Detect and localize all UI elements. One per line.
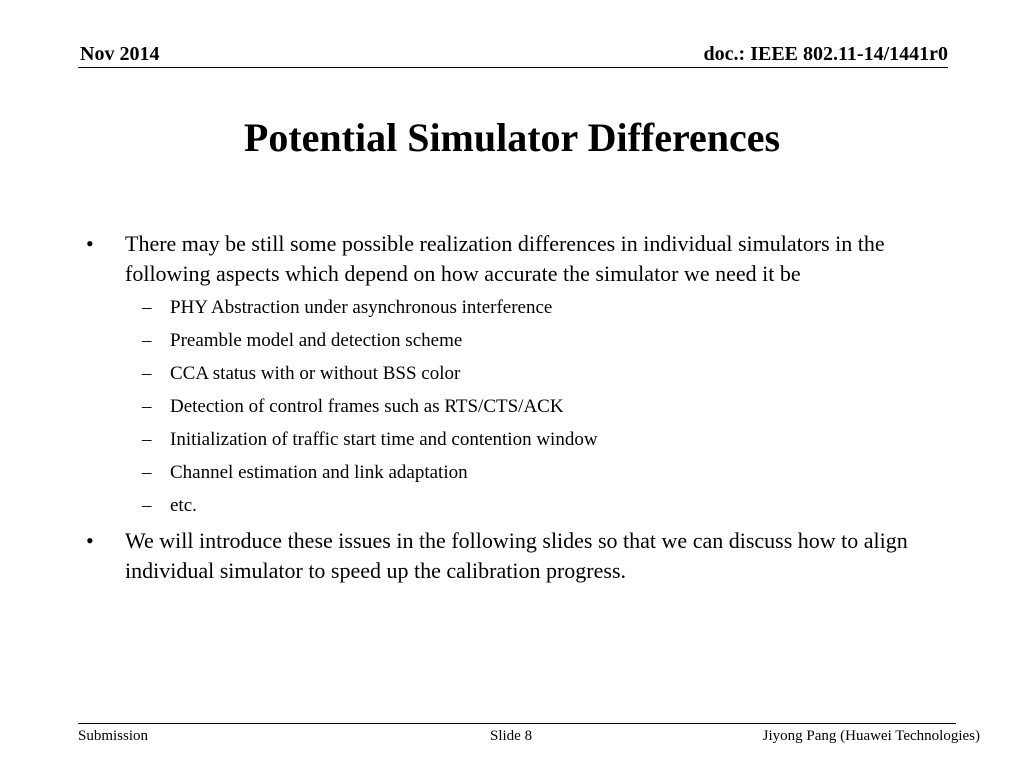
sub-bullet-marker: – bbox=[142, 363, 152, 384]
bullet-marker: • bbox=[86, 231, 94, 256]
sub-bullet-marker: – bbox=[142, 330, 152, 351]
sub-bullet-text: etc. bbox=[170, 495, 197, 516]
header-divider bbox=[78, 67, 948, 68]
footer-slide-number: Slide 8 bbox=[490, 728, 533, 744]
sub-bullet-text: Detection of control frames such as RTS/CTS/ACK bbox=[170, 396, 564, 417]
slide-body bbox=[86, 229, 926, 586]
sub-bullet-item bbox=[86, 324, 926, 357]
footer-divider bbox=[78, 723, 956, 724]
sub-bullet-marker: – bbox=[142, 495, 152, 516]
footer-author: Jiyong Pang (Huawei Technologies) bbox=[762, 728, 980, 744]
sub-bullet-text: Initialization of traffic start time and contention window bbox=[170, 429, 598, 450]
slide-title: Potential Simulator Differences bbox=[243, 115, 781, 160]
bullet-item bbox=[86, 526, 926, 586]
sub-bullet-item bbox=[86, 423, 926, 456]
bullet-marker: • bbox=[86, 528, 94, 553]
sub-bullet-marker: – bbox=[142, 462, 152, 483]
sub-bullet-item bbox=[86, 390, 926, 423]
sub-bullet-marker: – bbox=[142, 396, 152, 417]
footer-submission: Submission bbox=[78, 728, 149, 744]
sub-bullet-marker: – bbox=[142, 429, 152, 450]
bullet-item bbox=[86, 229, 926, 289]
sub-bullet-item bbox=[86, 456, 926, 489]
bullet-text: We will introduce these issues in the following slides so that we can discuss how to align individual simulator to speed up the calibration progress. bbox=[125, 528, 908, 583]
sub-bullet-text: CCA status with or without BSS color bbox=[170, 363, 461, 384]
sub-bullet-item bbox=[86, 357, 926, 390]
header-doc-id: doc.: IEEE 802.11-14/1441r0 bbox=[703, 43, 948, 65]
sub-bullet-item bbox=[86, 489, 926, 522]
header-date: Nov 2014 bbox=[80, 43, 160, 65]
sub-bullet-text: Channel estimation and link adaptation bbox=[170, 462, 468, 483]
sub-bullet-text: PHY Abstraction under asynchronous interference bbox=[170, 297, 553, 318]
sub-bullet-marker: – bbox=[142, 297, 152, 318]
sub-bullet-text: Preamble model and detection scheme bbox=[170, 330, 463, 351]
bullet-text: There may be still some possible realization differences in individual simulators in the following aspects which depend on how accurate the simulator we need it be bbox=[125, 231, 885, 286]
sub-bullet-item bbox=[86, 291, 926, 324]
